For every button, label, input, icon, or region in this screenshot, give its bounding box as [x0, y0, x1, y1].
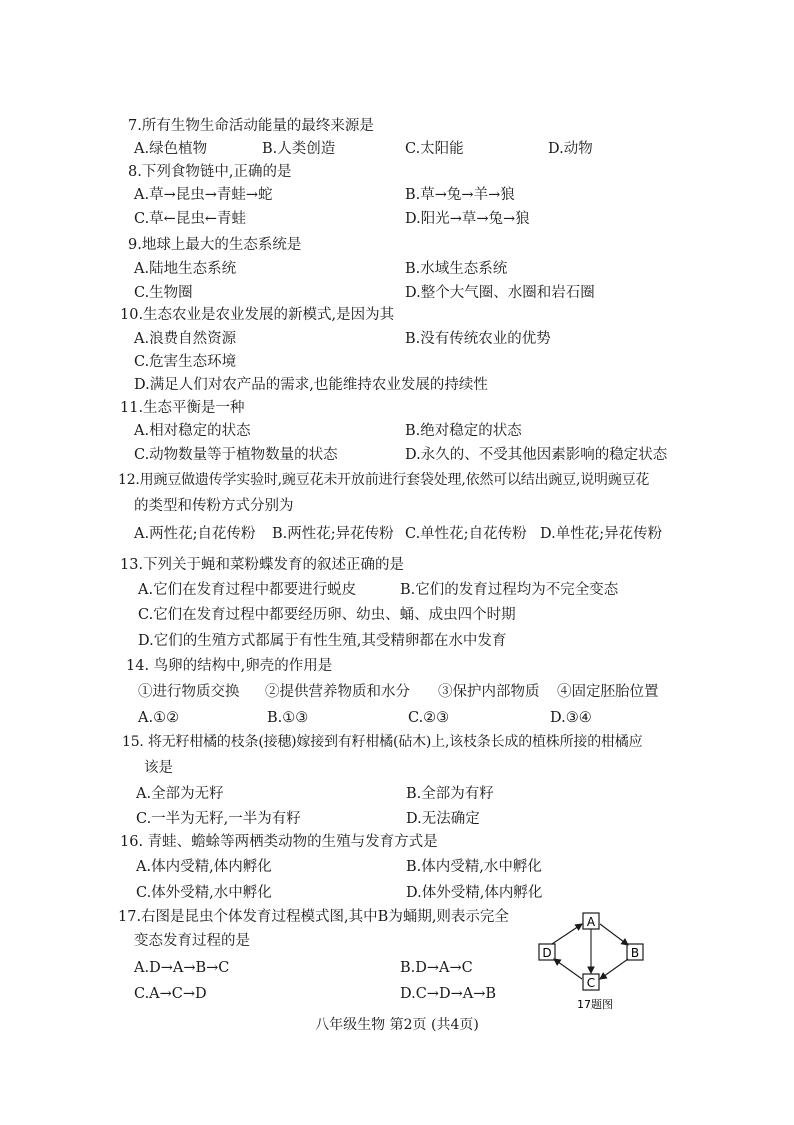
question-11-stem: 11.生态平衡是一种 [120, 400, 245, 416]
q9-option-d: D.整个大气圈、水圈和岩石圈 [405, 285, 595, 301]
question-12-stem: 12.用豌豆做遗传学实验时,豌豆花未开放前进行套袋处理,依然可以结出豌豆,说明豌豆花 [118, 472, 650, 488]
q11-option-a: A.相对稳定的状态 [134, 423, 251, 439]
q8-option-c: C.草←昆虫←青蛙 [134, 211, 246, 227]
q11-option-d: D.永久的、不受其他因素影响的稳定状态 [405, 447, 668, 463]
q12-option-d: D.单性花;异花传粉 [540, 526, 663, 542]
q9-option-a: A.陆地生态系统 [134, 261, 237, 277]
insect-development-diagram [530, 906, 660, 1016]
q15-option-d: D.无法确定 [406, 811, 480, 827]
q14-item-3: ③保护内部物质 [438, 684, 540, 700]
q13-option-a: A.它们在发育过程中都要进行蜕皮 [138, 582, 357, 598]
q13-option-b: B.它们的发育过程均为不完全变态 [400, 582, 619, 598]
question-15-stem: 15. 将无籽柑橘的枝条(接穗)嫁接到有籽柑橘(砧木)上,该枝条长成的植株所接的柑橘应 [122, 734, 643, 750]
node-b-label: B [630, 946, 640, 960]
arrow-a-to-b [600, 924, 628, 945]
figure-caption: 17题图 [577, 998, 613, 1011]
q14-option-a: A.①② [138, 710, 180, 726]
question-17-stem-continued: 变态发育过程的是 [134, 933, 250, 949]
q17-option-c: C.A→C→D [134, 986, 207, 1002]
arrow-c-to-d [554, 959, 582, 979]
q7-option-d: D.动物 [548, 141, 593, 157]
q8-option-d: D.阳光→草→兔→狼 [405, 211, 530, 227]
q16-option-d: D.体外受精,体内孵化 [406, 885, 543, 901]
q17-option-d: D.C→D→A→B [400, 986, 497, 1002]
q13-option-d: D.它们的生殖方式都属于有性生殖,其受精卵都在水中发育 [138, 633, 507, 649]
question-12-stem-continued: 的类型和传粉方式分别为 [134, 498, 294, 514]
arrow-d-to-a [552, 924, 582, 944]
q12-option-b: B.两性花;异花传粉 [272, 526, 394, 542]
q15-option-a: A.全部为无籽 [136, 786, 224, 802]
q9-option-c: C.生物圈 [134, 285, 193, 301]
q12-option-a: A.两性花;自花传粉 [134, 526, 256, 542]
q8-option-a: A.草→昆虫→青蛙→蛇 [134, 187, 273, 203]
q16-option-b: B.体内受精,水中孵化 [406, 859, 542, 875]
q14-item-1: ①进行物质交换 [138, 684, 240, 700]
question-17-stem: 17.右图是昆虫个体发育过程模式图,其中B为蛹期,则表示完全 [118, 909, 509, 925]
q10-option-c: C.危害生态环境 [134, 354, 237, 370]
page-footer: 八年级生物 第2页 (共4页) [315, 1017, 479, 1033]
q13-option-c: C.它们在发育过程中都要经历卵、幼虫、蛹、成虫四个时期 [138, 607, 516, 623]
node-c-label: C [586, 976, 596, 990]
q7-option-b: B.人类创造 [262, 141, 336, 157]
question-10-stem: 10.生态农业是农业发展的新模式,是因为其 [120, 307, 395, 323]
q15-option-b: B.全部为有籽 [406, 786, 494, 802]
q14-item-2: ②提供营养物质和水分 [265, 684, 410, 700]
q16-option-a: A.体内受精,体内孵化 [136, 859, 272, 875]
q7-option-c: C.太阳能 [405, 141, 464, 157]
q7-option-a: A.绿色植物 [134, 141, 208, 157]
q17-option-b: B.D→A→C [400, 960, 473, 976]
q9-option-b: B.水域生态系统 [405, 261, 508, 277]
q11-option-c: C.动物数量等于植物数量的状态 [134, 447, 338, 463]
question-8-stem: 8.下列食物链中,正确的是 [128, 164, 292, 180]
q14-option-c: C.②③ [408, 710, 450, 726]
q14-item-4: ④固定胚胎位置 [557, 684, 659, 700]
q15-option-c: C.一半为无籽,一半为有籽 [136, 811, 301, 827]
arrow-b-to-c [600, 959, 628, 979]
q14-option-b: B.①③ [267, 710, 309, 726]
q17-option-a: A.D→A→B→C [134, 960, 230, 976]
q11-option-b: B.绝对稳定的状态 [405, 423, 522, 439]
node-a-label: A [586, 915, 596, 929]
question-13-stem: 13.下列关于蝇和菜粉蝶发育的叙述正确的是 [120, 557, 405, 573]
q8-option-b: B.草→兔→羊→狼 [405, 187, 515, 203]
question-9-stem: 9.地球上最大的生态系统是 [128, 237, 302, 253]
question-16-stem: 16. 青蛙、蟾蜍等两栖类动物的生殖与发育方式是 [120, 834, 438, 850]
q16-option-c: C.体外受精,水中孵化 [136, 885, 272, 901]
q10-option-d: D.满足人们对农产品的需求,也能维持农业发展的持续性 [134, 377, 488, 393]
question-14-stem: 14. 鸟卵的结构中,卵壳的作用是 [126, 658, 333, 674]
question-15-stem-continued: 该是 [144, 760, 173, 776]
node-d-label: D [542, 946, 552, 960]
q12-option-c: C.单性花;自花传粉 [405, 526, 527, 542]
q10-option-b: B.没有传统农业的优势 [405, 331, 551, 347]
question-7-stem: 7.所有生物生命活动能量的最终来源是 [128, 118, 374, 134]
q10-option-a: A.浪费自然资源 [134, 331, 237, 347]
q14-option-d: D.③④ [550, 710, 592, 726]
